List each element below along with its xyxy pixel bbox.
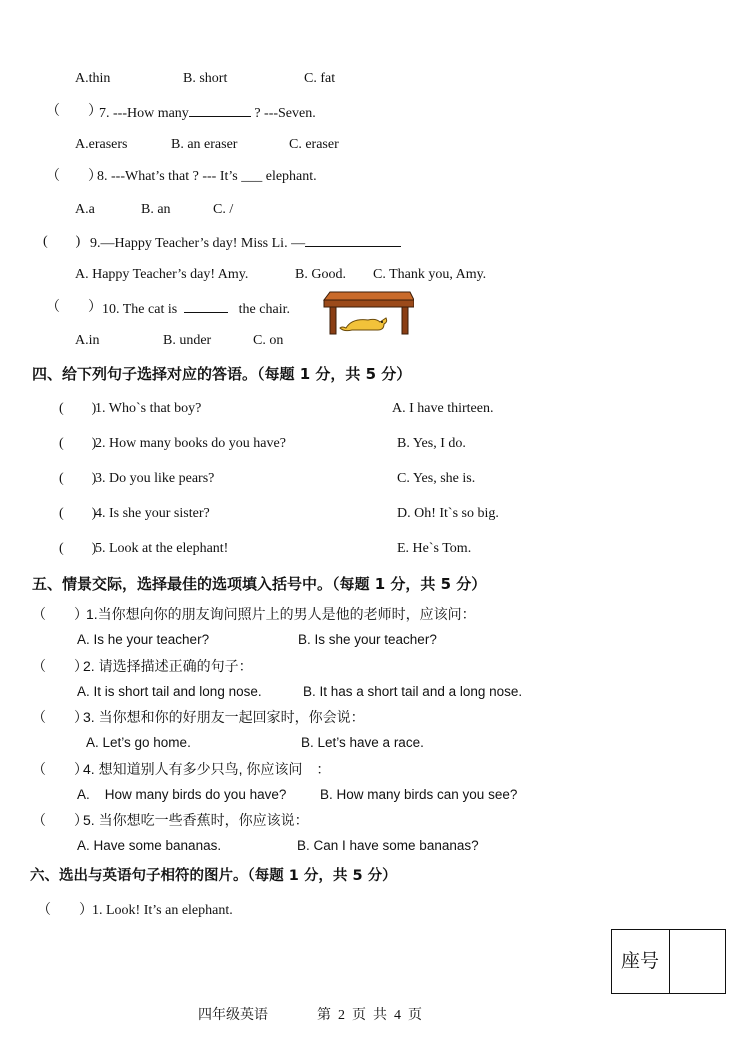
q10-option-a: A.in bbox=[75, 333, 100, 348]
p5-q3-paren[interactable]: （ ） bbox=[32, 709, 88, 725]
q8-paren[interactable]: （ ） bbox=[46, 169, 102, 184]
seat-box-divider bbox=[669, 930, 670, 993]
p5-q5-paren[interactable]: （ ） bbox=[32, 812, 88, 828]
p5-q5-option-a: A. Have some bananas. bbox=[77, 838, 222, 853]
p4-q3-paren[interactable]: ( ) bbox=[59, 471, 97, 486]
q10-text-before: 10. The cat is bbox=[102, 302, 178, 317]
p5-q5-option-b: B. Can I have some bananas? bbox=[297, 838, 479, 853]
p4-answer-e: E. He`s Tom. bbox=[397, 541, 472, 556]
p4-answer-d: D. Oh! It`s so big. bbox=[397, 506, 499, 521]
p4-q5-paren[interactable]: ( ) bbox=[59, 541, 97, 556]
p6-q1-paren[interactable]: （ ） bbox=[37, 903, 93, 918]
cat-under-table-image bbox=[322, 288, 414, 336]
p4-answer-b: B. Yes, I do. bbox=[397, 436, 466, 451]
part6-title: 六、选出与英语句子相符的图片。（每题 1 分，共 5 分） bbox=[30, 868, 397, 884]
footer-page: 第 2 页 共 4 页 bbox=[317, 1008, 422, 1023]
p4-q4-paren[interactable]: ( ) bbox=[59, 506, 97, 521]
p5-q4-option-a: A. How many birds do you have? bbox=[77, 787, 287, 802]
p5-q2-paren[interactable]: （ ） bbox=[32, 658, 88, 674]
p4-q1-paren[interactable]: ( ) bbox=[59, 401, 97, 416]
p5-q4-paren[interactable]: （ ） bbox=[32, 761, 88, 777]
q6-option-a: A.thin bbox=[75, 71, 111, 86]
p4-q2-text: 2. How many books do you have? bbox=[95, 436, 286, 451]
p5-q1-option-a: A. Is he your teacher? bbox=[77, 632, 210, 647]
q10-option-b: B. under bbox=[163, 333, 212, 348]
p4-answer-c: C. Yes, she is. bbox=[397, 471, 476, 486]
p5-q2-option-b: B. It has a short tail and a long nose. bbox=[303, 684, 523, 699]
q9-stem bbox=[90, 234, 401, 252]
p4-q3-text: 3. Do you like pears? bbox=[95, 471, 215, 486]
q8-stem: 8. ---What’s that ? --- It’s ___ elephant. bbox=[97, 169, 317, 184]
q7-paren[interactable]: （ ） bbox=[46, 104, 102, 119]
q7-text-before: 7. ---How many bbox=[99, 106, 189, 121]
p6-q1-text: 1. Look! It’s an elephant. bbox=[92, 903, 233, 918]
p5-q2-option-a: A. It is short tail and long nose. bbox=[77, 684, 262, 699]
p5-q3-option-a: A. Let’s go home. bbox=[86, 735, 191, 750]
q7-option-c: C. eraser bbox=[289, 137, 339, 152]
p4-q2-paren[interactable]: ( ) bbox=[59, 436, 97, 451]
part5-title: 五、情景交际，选择最佳的选项填入括号中。（每题 1 分，共 5 分） bbox=[32, 575, 487, 593]
q8-option-a: A.a bbox=[75, 202, 95, 217]
p5-q5-text: 5. 当你想吃一些香蕉时，你应该说： bbox=[83, 812, 309, 828]
q9-blank[interactable] bbox=[305, 234, 401, 247]
q6-option-b: B. short bbox=[183, 71, 228, 86]
q10-option-c: C. on bbox=[253, 333, 284, 348]
q9-text: 9.—Happy Teacher’s day! Miss Li. — bbox=[90, 236, 306, 251]
q7-stem bbox=[99, 104, 316, 122]
seat-number-box bbox=[611, 929, 726, 994]
p4-q5-text: 5. Look at the elephant! bbox=[95, 541, 229, 556]
q9-option-c: C. Thank you, Amy. bbox=[373, 267, 487, 282]
p5-q2-text: 2. 请选择描述正确的句子： bbox=[83, 658, 253, 674]
seat-label: 座号 bbox=[621, 950, 660, 972]
p5-q4-text: 4. 想知道别人有多少只鸟, 你应该问 ： bbox=[83, 761, 331, 777]
q10-stem bbox=[102, 300, 290, 318]
p4-answer-a: A. I have thirteen. bbox=[392, 401, 494, 416]
q9-paren[interactable]: ( ) bbox=[43, 234, 81, 249]
p5-q1-text: 1.当你想向你的朋友询问照片上的男人是他的老师时，应该问： bbox=[86, 606, 476, 622]
q7-text-after: ? ---Seven. bbox=[254, 106, 316, 121]
p4-q4-text: 4. Is she your sister? bbox=[95, 506, 210, 521]
q8-option-b: B. an bbox=[141, 202, 171, 217]
q8-option-c: C. / bbox=[213, 202, 234, 217]
q7-blank[interactable] bbox=[189, 104, 251, 117]
footer-subject: 四年级英语 bbox=[198, 1008, 268, 1023]
p5-q1-option-b: B. Is she your teacher? bbox=[298, 632, 437, 647]
q10-blank[interactable] bbox=[184, 300, 228, 313]
q7-option-b: B. an eraser bbox=[171, 137, 238, 152]
q9-option-a: A. Happy Teacher’s day! Amy. bbox=[75, 267, 249, 282]
p4-q1-text: 1. Who`s that boy? bbox=[95, 401, 202, 416]
p5-q1-paren[interactable]: （ ） bbox=[32, 606, 88, 622]
q9-option-b: B. Good. bbox=[295, 267, 346, 282]
q7-option-a: A.erasers bbox=[75, 137, 128, 152]
p5-q3-option-b: B. Let’s have a race. bbox=[301, 735, 424, 750]
q10-text-after: the chair. bbox=[238, 302, 290, 317]
p5-q3-text: 3. 当你想和你的好朋友一起回家时，你会说： bbox=[83, 709, 365, 725]
q6-option-c: C. fat bbox=[304, 71, 336, 86]
part4-title: 四、给下列句子选择对应的答语。（每题 1 分，共 5 分） bbox=[32, 365, 412, 383]
q10-paren[interactable]: （ ） bbox=[46, 300, 102, 315]
p5-q4-option-b: B. How many birds can you see? bbox=[320, 787, 518, 802]
